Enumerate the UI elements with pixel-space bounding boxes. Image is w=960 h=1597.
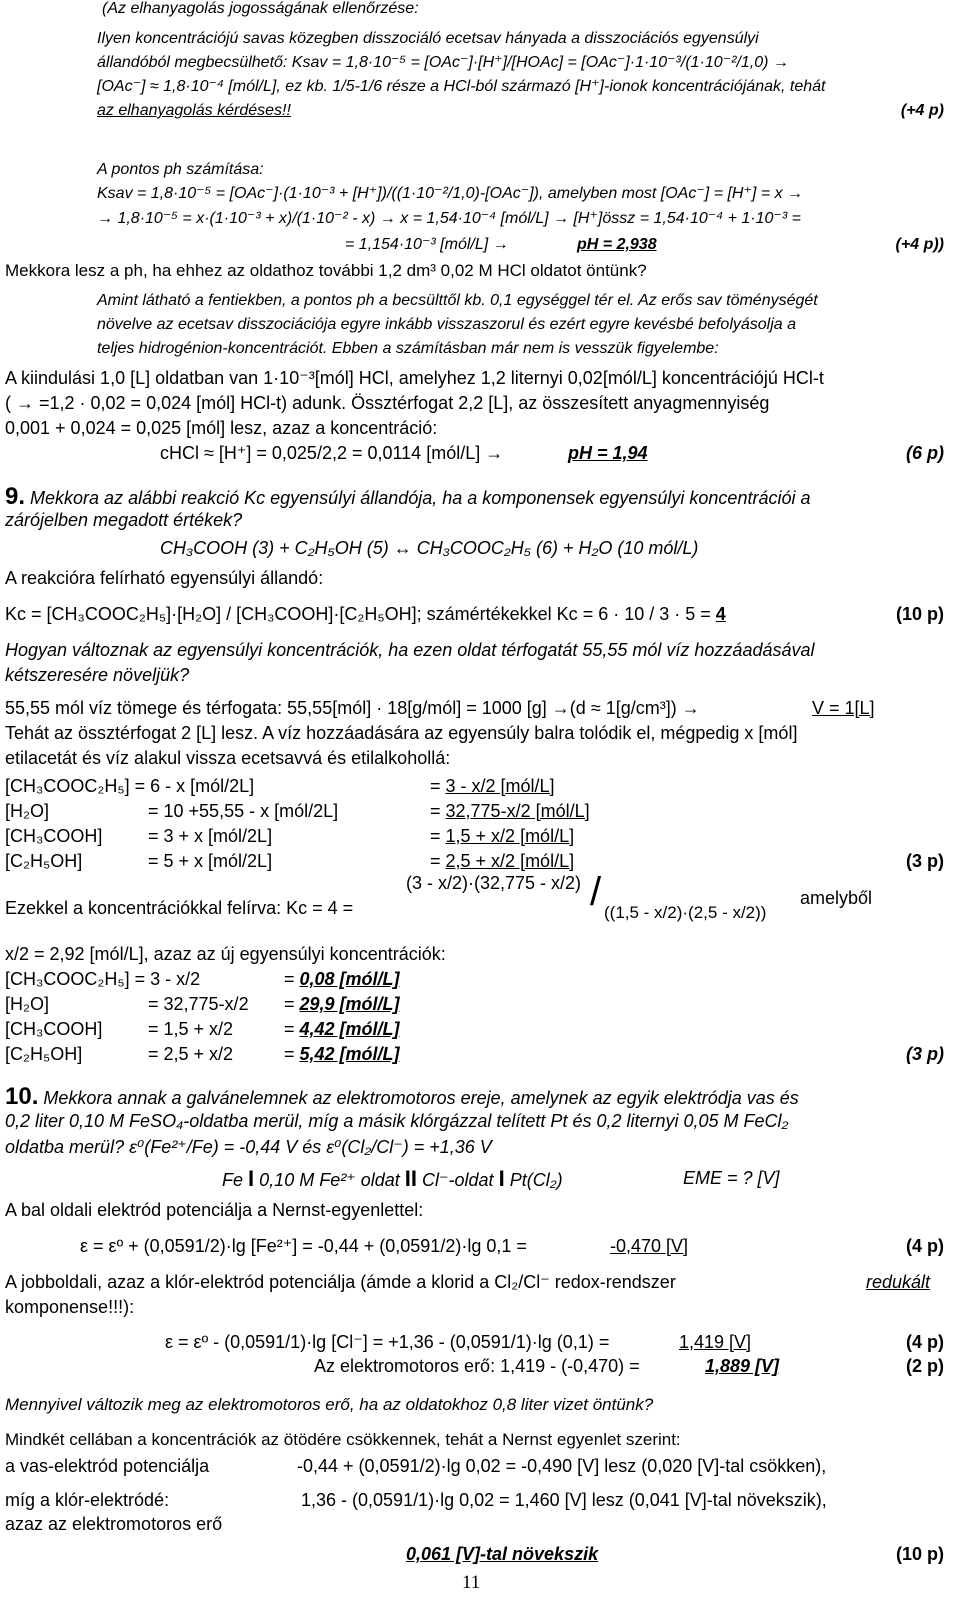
result-value: V = 1[L] xyxy=(812,698,875,718)
text-line: a vas-elektród potenciálja xyxy=(5,1456,210,1476)
table-cell: [CH₃COOH] xyxy=(5,1019,103,1039)
problem-number: 9. xyxy=(5,483,26,510)
text-line: az elhanyagolás kérdéses!! xyxy=(97,102,291,119)
text-line: Az elektromotoros erő: 1,419 - (-0,470) = xyxy=(314,1356,640,1376)
table-cell: = 32,775-x/2 xyxy=(148,994,249,1014)
points-label: (10 p) xyxy=(895,1544,944,1564)
table-cell: = 1,5 + x/2 xyxy=(148,1019,234,1039)
result-value: 4,42 [mól/L] xyxy=(299,1019,400,1039)
text-line: 0,001 + 0,024 = 0,025 [mól] lesz, azaz a koncentráció: xyxy=(5,418,438,438)
result-value: 1,5 + x/2 [mól/L] xyxy=(445,826,575,846)
table-cell: = 3 - x/2 [mól/L] xyxy=(430,776,555,796)
table-cell: [CH₃COOC₂H₅] = 3 - x/2 xyxy=(5,969,201,989)
text-line: x/2 = 2,92 [mól/L], azaz az új egyensúlyi koncentrációk: xyxy=(5,944,446,964)
text-line: állandóból megbecsülhető: Ksav = 1,8·10⁻⁵ = [OAc⁻]·[H⁺]/[HOAc] = [OAc⁻]·1·10⁻³/(1·10⁻²/1,0) → xyxy=(97,54,789,71)
result-value: 1,889 [V] xyxy=(705,1356,780,1376)
table-cell: = 1,5 + x/2 [mól/L] xyxy=(430,826,575,846)
text-line: A reakcióra felírható egyensúlyi állandó: xyxy=(5,568,324,588)
table-cell: = 32,775-x/2 [mól/L] xyxy=(430,801,590,821)
text-line: komponense!!!): xyxy=(5,1297,135,1317)
table-cell: = 29,9 [mól/L] xyxy=(284,994,400,1014)
result-value: 4 xyxy=(715,604,726,624)
table-cell: [C₂H₅OH] xyxy=(5,851,83,871)
result-value: 3 - x/2 [mól/L] xyxy=(445,776,555,796)
result-value: pH = 1,94 xyxy=(568,443,648,463)
table-cell: [CH₃COOH] xyxy=(5,826,103,846)
reaction-equation: CH₃COOH (3) + C₂H₅OH (5) ↔ CH₃COOC₂H₅ (6) + H₂O (10 mól/L) xyxy=(160,538,699,558)
text-line: Ksav = 1,8·10⁻⁵ = [OAc⁻]·(1·10⁻³ + [H⁺])/((1·10⁻²/1,0)-[OAc⁻]), amelyben most [OAc⁻] = [H⁺] = x → xyxy=(97,185,804,202)
fraction-slash: / xyxy=(590,870,602,914)
table-cell: [CH₃COOC₂H₅] = 6 - x [mól/2L] xyxy=(5,776,255,796)
points-label: (3 p) xyxy=(906,851,944,871)
points-label: (3 p) xyxy=(906,1044,944,1064)
text-line: -0,44 + (0,0591/2)·lg 0,02 = -0,490 [V] lesz (0,020 [V]-tal csökken), xyxy=(297,1456,827,1476)
text-line: EME = ? [V] xyxy=(683,1168,780,1188)
table-cell: [C₂H₅OH] xyxy=(5,1044,83,1064)
text-line: azaz az elektromotoros erő xyxy=(5,1514,223,1534)
equation-text: ε = εº - (0,0591/1)·lg [Cl⁻] = +1,36 - (0,0591/1)·lg (0,1) = xyxy=(165,1332,610,1352)
text-line: 1,36 - (0,0591/1)·lg 0,02 = 1,460 [V] lesz (0,041 [V]-tal növekszik), xyxy=(301,1490,827,1510)
text-line: etilacetát és víz alakul vissza ecetsavvá és etilalkohollá: xyxy=(5,748,451,768)
page-number: 11 xyxy=(462,1572,481,1593)
text-line: Ezekkel a koncentrációkkal felírva: Kc = 4 = xyxy=(5,898,354,918)
table-cell: = 2,5 + x/2 xyxy=(148,1044,234,1064)
text-line: cHCl ≈ [H⁺] = 0,025/2,2 = 0,0114 [mól/L] → xyxy=(160,443,504,463)
equation-text: Kc = [CH₃COOC₂H₅]·[H₂O] / [CH₃COOH]·[C₂H₅OH]; számértékekkel Kc = 6 · 10 / 3 · 5 = xyxy=(5,604,711,624)
text-line: A jobboldali, azaz a klór-elektród potenciálja (ámde a klorid a Cl₂/Cl⁻ redox-rendszer xyxy=(5,1272,676,1292)
equation-line xyxy=(5,604,726,625)
question-text: zárójelben megadott értékek? xyxy=(5,510,243,530)
phase-boundary: I xyxy=(498,1166,505,1191)
text-line: Tehát az össztérfogat 2 [L] lesz. A víz hozzáadására az egyensúly balra tolódik el, mégpedig x [mól] xyxy=(5,723,798,743)
result-value: pH = 2,938 xyxy=(577,236,657,253)
question-text: Mekkora lesz a ph, ha ehhez az oldathoz további 1,2 dm³ 0,02 M HCl oldatot öntünk? xyxy=(5,261,647,280)
text-line: A bal oldali elektród potenciálja a Nernst-egyenlettel: xyxy=(5,1200,424,1220)
table-row xyxy=(5,776,254,797)
table-cell: = 4,42 [mól/L] xyxy=(284,1019,400,1039)
text-line: 55,55 mól víz tömege és térfogata: 55,55[mól] · 18[g/mól] = 1000 [g] →(d ≈ 1[g/cm³]) → xyxy=(5,698,700,718)
points-label: (+4 p) xyxy=(900,102,944,119)
text-line: amelyből xyxy=(800,888,873,908)
equation-text: ε = εº + (0,0591/2)·lg [Fe²⁺] = -0,44 + (0,0591/2)·lg 0,1 = xyxy=(80,1236,527,1256)
table-cell: = 10 +55,55 - x [mól/2L] xyxy=(148,801,339,821)
table-cell: = 5 + x [mól/2L] xyxy=(148,851,273,871)
table-cell: [H₂O] xyxy=(5,994,49,1014)
result-value: 0,08 [mól/L] xyxy=(299,969,400,989)
text-line: A kiindulási 1,0 [L] oldatban van 1·10⁻³[mól] HCl, amelyhez 1,2 liternyi 0,02[mól/L] koncentrációjú HCl-t xyxy=(5,368,824,388)
points-label: (10 p) xyxy=(895,604,944,624)
points-label: (4 p) xyxy=(906,1236,944,1256)
question-text: 0,2 liter 0,10 M FeSO₄-oldatba merül, míg a másik klórgázzal telített Pt és 0,2 liternyi 0,05 M FeCl₂ xyxy=(5,1111,789,1131)
text-line: Ilyen koncentrációjú savas közegben disszociáló ecetsav hányada a disszociációs egyensúlyi xyxy=(97,30,759,47)
problem-number: 10. xyxy=(5,1083,39,1110)
points-label: (+4 p)) xyxy=(895,236,944,253)
fraction-numerator: (3 - x/2)·(32,775 - x/2) xyxy=(406,873,582,893)
result-value: 1,419 [V] xyxy=(679,1332,752,1352)
table-cell: = 2,5 + x/2 [mól/L] xyxy=(430,851,575,871)
table-cell: [H₂O] xyxy=(5,801,49,821)
text-line: növelve az ecetsav disszociációja egyre inkább visszaszorul és ezért egyre kevésbé befolyásolja a xyxy=(97,316,797,333)
question-text: Hogyan változnak az egyensúlyi koncentrációk, ha ezen oldat térfogatát 55,55 mól víz hozzáadásával xyxy=(5,640,815,660)
problem-9 xyxy=(5,483,810,511)
emphasis-text: redukált xyxy=(866,1272,931,1292)
points-label: (6 p) xyxy=(906,443,944,463)
text-line: [OAc⁻] ≈ 1,8·10⁻⁴ [mól/L], ez kb. 1/5-1/6 része a HCl-ból származó [H⁺]-ionok koncentrációjának, tehát xyxy=(97,78,826,95)
result-value: 32,775-x/2 [mól/L] xyxy=(445,801,590,821)
text-line: = 1,154·10⁻³ [mól/L] → xyxy=(345,236,509,253)
text-line: Mindkét cellában a koncentrációk az ötödére csökkennek, tehát a Nernst egyenlet szerint: xyxy=(5,1430,681,1449)
text-line: A pontos ph számítása: xyxy=(97,161,264,178)
table-cell: = 3 + x [mól/2L] xyxy=(148,826,273,846)
text-line: (Az elhanyagolás jogosságának ellenőrzése: xyxy=(102,0,419,17)
text-line: → 1,8·10⁻⁵ = x·(1·10⁻³ + x)/(1·10⁻² - x) → x = 1,54·10⁻⁴ [mól/L] → [H⁺]össz = 1,54·10⁻⁴ + 1·10⁻³ = xyxy=(97,210,801,227)
text-line: ( → =1,2 · 0,02 = 0,024 [mól] HCl-t) adunk. Össztérfogat 2,2 [L], az összesített anyagmennyiség xyxy=(5,393,770,413)
text-line: míg a klór-elektródé: xyxy=(5,1490,170,1510)
result-value: 0,061 [V]-tal növekszik xyxy=(406,1544,599,1564)
text-line: teljes hidrogénion-koncentrációt. Ebben a számításban már nem is vesszük figyelembe: xyxy=(97,340,719,357)
question-text: kétszeresére növeljük? xyxy=(5,665,190,685)
question-text: Mennyivel változik meg az elektromotoros erő, ha az oldatokhoz 0,8 liter vizet öntünk? xyxy=(5,1395,654,1414)
table-cell: = 0,08 [mól/L] xyxy=(284,969,400,989)
problem-10 xyxy=(5,1083,799,1111)
question-text: Mekkora annak a galvánelemnek az elektromotoros ereje, amelynek az egyik elektródja vas és xyxy=(43,1088,799,1108)
cell-diagram: Fe I 0,10 M Fe²⁺ oldat II Cl⁻-oldat I Pt(Cl₂) xyxy=(222,1166,563,1191)
question-text: Mekkora az alábbi reakció Kc egyensúlyi állandója, ha a komponensek egyensúlyi koncentrációi a xyxy=(30,488,811,508)
result-value: -0,470 [V] xyxy=(610,1236,689,1256)
points-label: (4 p) xyxy=(906,1332,944,1352)
result-value: 2,5 + x/2 [mól/L] xyxy=(445,851,575,871)
result-value: 5,42 [mól/L] xyxy=(299,1044,400,1064)
table-cell: = 5,42 [mól/L] xyxy=(284,1044,400,1064)
text-line: Amint látható a fentiekben, a pontos ph a becsülttől kb. 0,1 egységgel tér el. Az erős sav töménységét xyxy=(97,292,818,309)
question-text: oldatba merül? ε⁰(Fe²⁺/Fe) = -0,44 V és ε⁰(Cl₂/Cl⁻) = +1,36 V xyxy=(5,1137,492,1157)
salt-bridge: II xyxy=(404,1166,417,1191)
points-label: (2 p) xyxy=(906,1356,944,1376)
phase-boundary: I xyxy=(248,1166,255,1191)
result-value: 29,9 [mól/L] xyxy=(299,994,400,1014)
fraction-denominator: ((1,5 - x/2)·(2,5 - x/2)) xyxy=(604,903,767,922)
